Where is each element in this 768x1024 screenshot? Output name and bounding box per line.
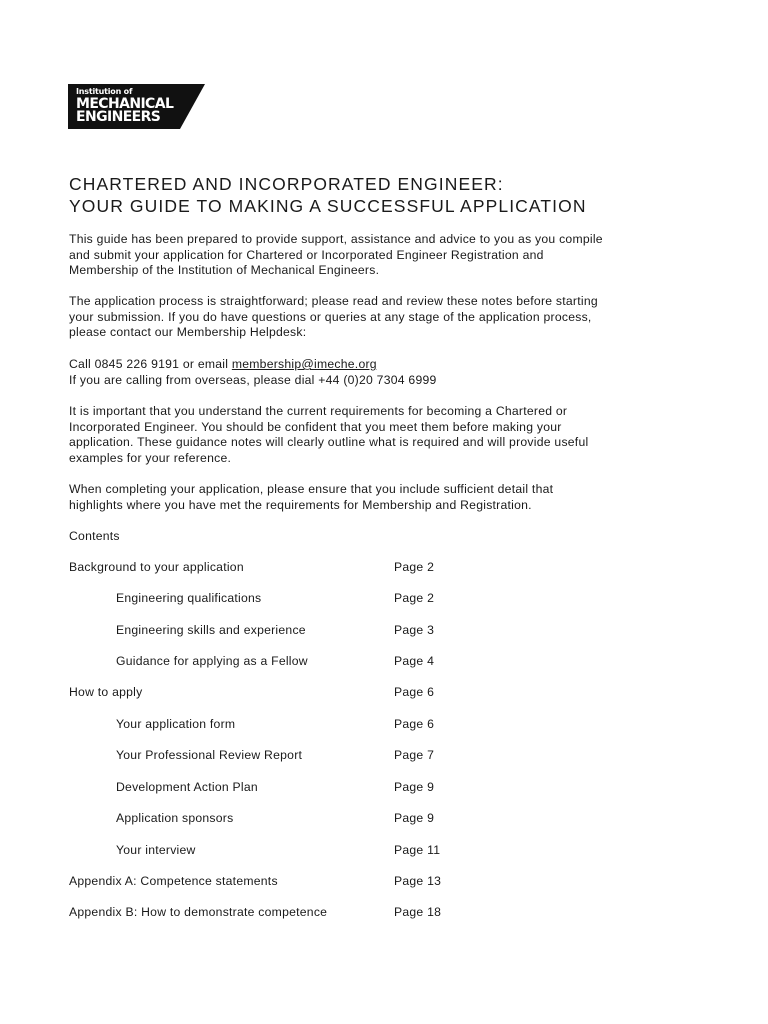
toc-label: Appendix B: How to demonstrate competence xyxy=(69,905,328,919)
toc-label: Your Professional Review Report xyxy=(116,748,303,762)
toc-page-number: Page 2 xyxy=(394,591,435,605)
toc-row[interactable] xyxy=(69,591,469,607)
toc-page-number: Page 9 xyxy=(394,811,435,825)
toc-page-number: Page 6 xyxy=(394,717,435,731)
requirements-paragraph xyxy=(69,404,709,466)
toc-page-number: Page 13 xyxy=(394,874,442,888)
completing-line: highlights where you have met the requirements for Membership and Registration. xyxy=(69,497,532,512)
toc-page-number: Page 6 xyxy=(394,685,435,699)
toc-row[interactable] xyxy=(69,811,469,827)
process-paragraph xyxy=(69,294,709,341)
overseas-line: If you are calling from overseas, please dial +44 (0)20 7304 6999 xyxy=(69,372,437,387)
intro-paragraph xyxy=(69,232,709,279)
call-text: Call 0845 226 9191 or email xyxy=(69,357,232,371)
toc-label: Application sponsors xyxy=(116,811,234,825)
toc-label: Guidance for applying as a Fellow xyxy=(116,654,308,668)
toc-row[interactable] xyxy=(69,560,469,576)
requirements-line: It is important that you understand the current requirements for becoming a Chartered or xyxy=(69,404,568,418)
toc-label: Engineering qualifications xyxy=(116,591,262,605)
completing-paragraph xyxy=(69,482,709,513)
toc-row[interactable] xyxy=(69,905,469,921)
toc-page-number: Page 11 xyxy=(394,843,441,857)
toc-label: Your interview xyxy=(116,843,196,857)
toc-page-number: Page 2 xyxy=(394,560,435,574)
title-line-2: YOUR GUIDE TO MAKING A SUCCESSFUL APPLICATION xyxy=(69,196,587,216)
email-link[interactable]: membership@imeche.org xyxy=(231,357,377,371)
intro-line: This guide has been prepared to provide support, assistance and advice to you as you compile xyxy=(69,232,603,246)
toc-page-number: Page 3 xyxy=(394,623,435,637)
toc-page-number: Page 18 xyxy=(394,905,442,919)
toc-label: Development Action Plan xyxy=(116,780,258,794)
logo-line-3: ENGINEERS xyxy=(76,109,161,125)
title-line-1: CHARTERED AND INCORPORATED ENGINEER: xyxy=(69,174,504,194)
toc-page-number: Page 7 xyxy=(394,748,435,762)
imeche-logo xyxy=(68,84,205,129)
toc-label: Engineering skills and experience xyxy=(116,623,306,637)
toc-row[interactable] xyxy=(69,654,469,670)
document-title xyxy=(69,173,587,217)
contact-call-line xyxy=(69,357,709,373)
requirements-line: Incorporated Engineer. You should be confident that you meet them before making your xyxy=(69,419,562,434)
intro-line: and submit your application for Chartered or Incorporated Engineer Registration and xyxy=(69,247,544,262)
process-line: your submission. If you do have questions or queries at any stage of the application process, xyxy=(69,309,592,324)
requirements-line: application. These guidance notes will clearly outline what is required and will provide useful xyxy=(69,435,589,450)
process-line: The application process is straightforward; please read and review these notes before starting xyxy=(69,294,598,308)
logo-text xyxy=(76,88,173,124)
toc-label: How to apply xyxy=(69,685,143,699)
intro-line: Membership of the Institution of Mechanical Engineers. xyxy=(69,263,380,278)
toc-row[interactable] xyxy=(69,748,469,764)
contact-paragraph xyxy=(69,357,709,388)
process-line: please contact our Membership Helpdesk: xyxy=(69,325,307,340)
toc-label: Appendix A: Competence statements xyxy=(69,874,278,888)
toc-row[interactable] xyxy=(69,685,469,701)
toc-label: Background to your application xyxy=(69,560,244,574)
contents-heading-text: Contents xyxy=(69,529,120,543)
toc-page-number: Page 4 xyxy=(394,654,435,668)
toc-label: Your application form xyxy=(116,717,236,731)
toc-row[interactable] xyxy=(69,717,469,733)
toc-row[interactable] xyxy=(69,874,469,890)
toc-page-number: Page 9 xyxy=(394,780,435,794)
toc-row[interactable] xyxy=(69,780,469,796)
toc-row[interactable] xyxy=(69,623,469,639)
requirements-line: examples for your reference. xyxy=(69,450,232,465)
logo-line-1: Institution of xyxy=(76,87,133,96)
contents-heading xyxy=(69,529,709,545)
toc-row[interactable] xyxy=(69,843,469,859)
completing-line: When completing your application, please ensure that you include sufficient detail that xyxy=(69,482,554,496)
logo-line-2: MECHANICAL xyxy=(76,96,174,112)
